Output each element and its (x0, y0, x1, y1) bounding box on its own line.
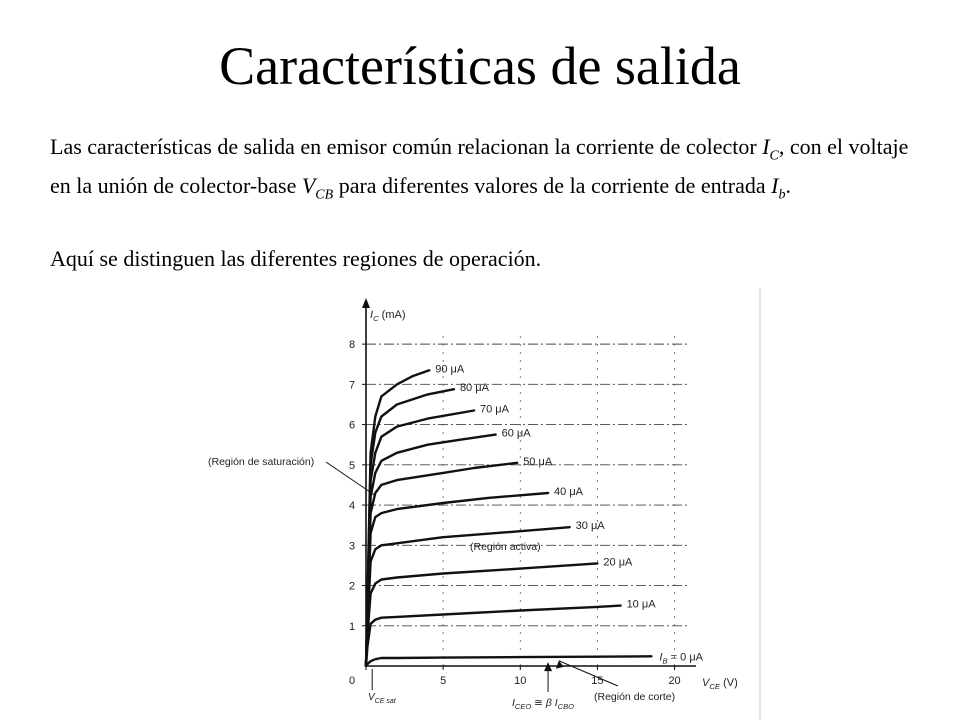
x-tick-label: 15 (591, 675, 604, 687)
output-characteristics-figure (200, 288, 762, 720)
slide-title: Características de salida (219, 36, 741, 96)
y-axis-title: $I_C$ (mA) (370, 309, 406, 323)
y-tick-label: 3 (348, 540, 356, 553)
annotations-layer (208, 456, 675, 711)
p1-text-b: , con el voltaje en la unión de colector-base (50, 134, 909, 199)
y-tick-label: 5 (348, 459, 356, 472)
vcb-main: V (301, 173, 316, 199)
curve-label-5: 50 μA (523, 455, 553, 468)
ib-symbol (771, 173, 786, 203)
x-axis-title: $V_{CE}$ (V) (702, 677, 738, 691)
p1-text-a: Las características de salida en emisor común relacionan la corriente de colector (50, 134, 763, 159)
x-tick-label: 10 (514, 675, 527, 687)
x-tick-label: 20 (668, 675, 681, 687)
curve-2 (366, 563, 597, 666)
curve-label-1: 10 μA (626, 598, 656, 611)
paragraph-intro (50, 132, 920, 211)
saturation-region-label: (Región de saturación) (208, 456, 315, 468)
p1-text-c: para diferentes valores de la corriente de entrada (333, 173, 772, 199)
curve-4 (366, 493, 548, 666)
iceo-label: $I_{CEO}$ ≅ β $I_{CBO}$ (512, 697, 574, 711)
x-tick-label: 0 (348, 675, 356, 687)
curve-label-8: 80 μA (459, 382, 489, 395)
curve-label-6: 60 μA (501, 427, 531, 440)
active-region-label: (Región activa) (470, 541, 541, 553)
curve-label-7: 70 μA (480, 403, 509, 416)
ib-main: I (771, 173, 779, 199)
ib-subscript: b (778, 187, 786, 203)
vcb-symbol (301, 173, 334, 203)
x-tick-label: 5 (440, 675, 447, 687)
p1-text-d: . (785, 173, 791, 199)
ic-symbol (762, 134, 779, 164)
vcb-subscript: CB (315, 187, 334, 203)
curve-7 (366, 411, 474, 667)
curve-label-4: 40 μA (554, 485, 584, 498)
curve-8 (366, 389, 454, 666)
paragraph-regions: Aquí se distinguen las diferentes regiones de operación. (50, 246, 542, 271)
vce-sat-label: $V_{CE sat}$ (368, 692, 396, 705)
curve-label-9: 90 μA (435, 363, 465, 376)
curve-0 (366, 656, 651, 666)
ic-subscript: C (769, 148, 779, 164)
curve-label-3: 30 μA (575, 520, 605, 533)
y-tick-label: 6 (348, 419, 356, 432)
ic-main: I (762, 134, 770, 159)
cutoff-pointer (559, 661, 618, 686)
output-characteristics-chart (200, 288, 762, 720)
y-axis-arrowhead (362, 298, 370, 308)
y-tick-label: 8 (348, 339, 356, 352)
y-tick-label: 1 (348, 620, 356, 633)
labels-layer (435, 363, 703, 665)
curve-label-2: 20 μA (603, 556, 633, 569)
cutoff-region-label: (Región de corte) (594, 691, 676, 703)
curve-label-0: $I_B = 0$ μA (659, 651, 704, 666)
y-tick-label: 7 (348, 379, 356, 392)
y-tick-label: 2 (348, 580, 356, 593)
y-tick-label: 4 (348, 500, 356, 513)
curve-5 (366, 463, 517, 666)
